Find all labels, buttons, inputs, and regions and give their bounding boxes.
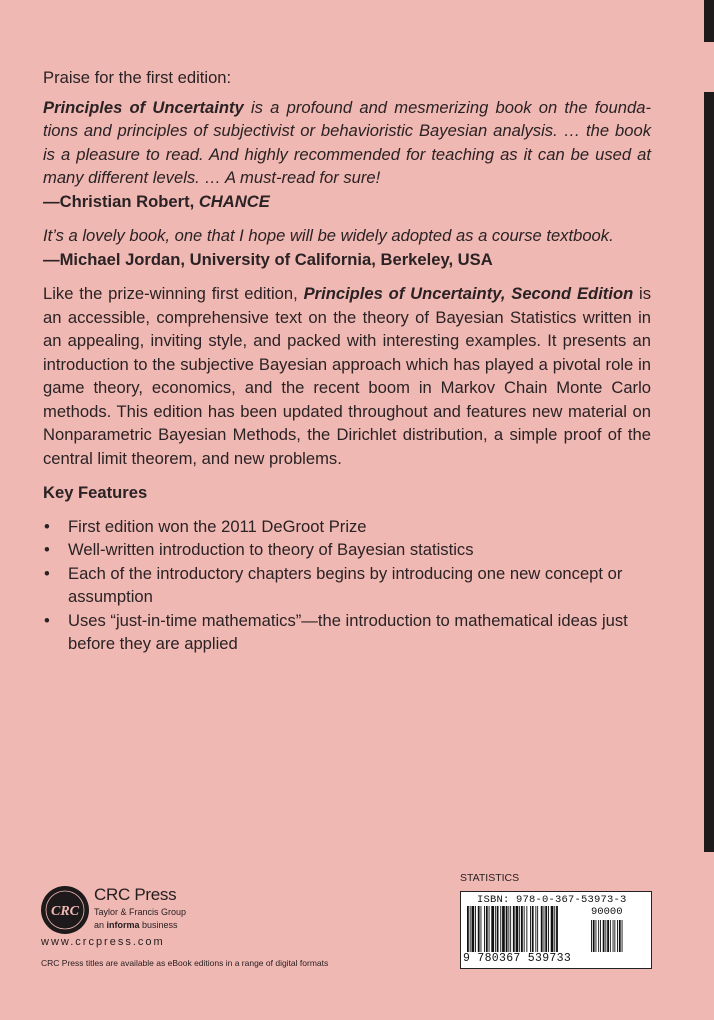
barcode-bar — [491, 906, 494, 952]
barcode-bar — [548, 906, 549, 952]
logo-text: CRC — [50, 904, 80, 919]
price-code: 90000 — [591, 906, 623, 918]
barcode-bar — [472, 906, 475, 952]
barcode-bar — [535, 906, 536, 952]
publisher-website: www.crcpress.com — [41, 936, 165, 948]
barcode-bar — [541, 906, 543, 952]
barcode-bar — [537, 906, 538, 952]
barcode-bar — [516, 906, 519, 952]
list-item — [43, 515, 651, 539]
feature-text: Each of the introductory chapters begins by introducing one new concept or assumption — [68, 563, 623, 606]
barcode-bar — [506, 906, 508, 952]
barcode-bar — [495, 906, 496, 952]
publisher-group: Taylor & Francis Group — [94, 907, 187, 917]
barcode-bar — [500, 906, 501, 952]
publisher-business — [94, 920, 178, 930]
business-prefix: an — [94, 920, 107, 930]
barcode-addon-bar — [596, 920, 597, 952]
barcode-bar — [526, 906, 527, 952]
barcode-bar — [467, 906, 469, 952]
bullet-icon: • — [44, 540, 50, 559]
barcode-addon-bar — [593, 920, 595, 952]
bullet-icon: • — [44, 516, 50, 536]
barcode-addon-bar — [605, 920, 606, 952]
barcode-bar — [521, 906, 523, 952]
barcode-addon-bar — [622, 920, 623, 952]
barcode-bar — [497, 906, 499, 952]
attribution-michael-jordan: —Michael Jordan, University of California, Berkeley, USA — [43, 249, 493, 269]
barcode-bar — [510, 906, 511, 952]
barcode-bar — [530, 906, 531, 952]
barcode-addon-bar — [598, 920, 599, 952]
barcode-bar — [551, 906, 554, 952]
barcode-bar — [519, 906, 520, 952]
barcode-bar — [532, 906, 534, 952]
barcode-bar — [502, 906, 505, 952]
book-description — [43, 282, 651, 470]
feature-text: First edition won the 2011 DeGroot Prize — [68, 516, 367, 536]
quote-text-part2: tions and principles of subjectivist or behavioristic Bayesian analysis. … the book is a pleasure to read. And highly recommended for teaching as it can be used at many different levels. … A must-read for sure! — [43, 121, 651, 187]
spine-edge-bar — [704, 92, 714, 852]
barcode-addon-bar — [614, 920, 615, 952]
description-book-title: Principles of Uncertainty, Second Edition — [303, 284, 634, 303]
barcode-bar — [513, 906, 515, 952]
barcode-bar — [544, 906, 545, 952]
list-item — [43, 609, 651, 656]
business-brand: informa — [106, 920, 140, 930]
attribution-publication: CHANCE — [198, 191, 270, 211]
barcode-bar — [489, 906, 490, 952]
isbn-barcode — [460, 891, 652, 969]
publisher-name: CRC Press — [94, 885, 177, 904]
attribution-christian-robert — [43, 190, 651, 214]
barcode-bar — [554, 906, 555, 952]
barcode-bar — [478, 906, 480, 952]
spine-edge-top — [704, 0, 714, 42]
subject-category: STATISTICS — [460, 872, 520, 884]
business-suffix: business — [139, 920, 178, 930]
list-item — [43, 562, 651, 609]
barcode-addon-bar — [610, 920, 611, 952]
barcode-addon-bar — [607, 920, 609, 952]
quote-book-title: Principles of Uncertainty — [43, 97, 244, 117]
list-item — [43, 538, 651, 562]
barcode-addon-bar — [617, 920, 618, 952]
isbn-number: ISBN: 978-0-367-53973-3 — [477, 894, 627, 906]
barcode-digits: 9 780367 539733 — [463, 952, 572, 965]
ebook-note: CRC Press titles are available as eBook editions in a range of digital formats — [41, 958, 329, 968]
praise-heading: Praise for the first edition: — [43, 68, 232, 87]
barcode-bar — [524, 906, 525, 952]
barcode-bar — [545, 906, 547, 952]
barcode-bar — [470, 906, 471, 952]
barcode-bar — [508, 906, 509, 952]
bullet-icon: • — [44, 610, 50, 630]
barcode-addon-bar — [603, 920, 605, 952]
quote-christian-robert — [43, 96, 651, 190]
feature-text: Uses “just-in-time mathematics”—the introduction to mathematical ideas just before they are applied — [68, 610, 628, 653]
barcode-bar — [486, 906, 488, 952]
barcode-addon-bar — [600, 920, 601, 952]
quote-text-part1: is a profound and mesmerizing book on the founda- — [243, 97, 651, 117]
key-features-list — [43, 515, 651, 656]
bullet-icon: • — [44, 563, 50, 583]
key-features-title: Key Features — [43, 483, 148, 502]
barcode-bar — [484, 906, 485, 952]
feature-text: Well-written introduction to theory of Bayesian statistics — [68, 540, 474, 559]
barcode-addon-bar — [613, 920, 614, 952]
description-body: is an accessible, comprehensive text on the theory of Bayesian Statistics written in an appealing, inviting style, and packed with interesting examples. It presents an introduction to the subjective Bayesian approach which has played a pivotal role in game theory, economics, and the recent boom in Markov Chain Monte Carlo methods. This edition has been updated throughout and features new material on Nonparametric Bayesian Methods, the Dirichlet distribution, a simple proof of the central limit theorem, and new problems. — [43, 284, 652, 468]
barcode-bar — [481, 906, 482, 952]
back-cover-text — [43, 66, 651, 656]
barcode-bar — [556, 906, 558, 952]
attribution-name: —Christian Robert, — [43, 191, 199, 211]
barcode-bar — [475, 906, 476, 952]
description-lead: Like the prize-winning first edition, — [43, 284, 304, 303]
barcode-addon-bar — [619, 920, 621, 952]
crc-press-logo-icon — [40, 885, 90, 935]
barcode-addon-bar — [591, 920, 592, 952]
quote-michael-jordan: It’s a lovely book, one that I hope will be widely adopted as a course textbook. — [43, 226, 614, 245]
